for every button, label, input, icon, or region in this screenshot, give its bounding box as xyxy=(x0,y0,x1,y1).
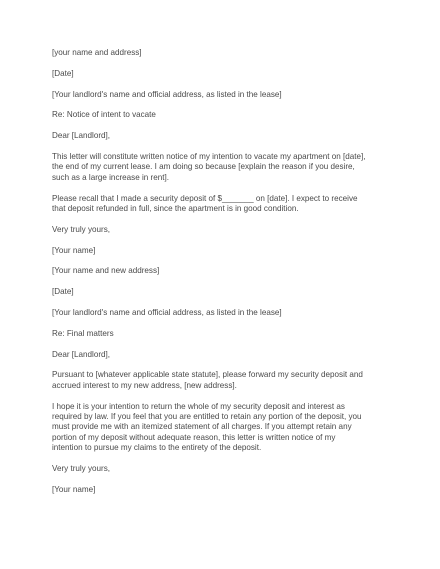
body-line: such as a large increase in rent]. xyxy=(52,172,169,182)
letter-date: [Date] xyxy=(52,68,74,78)
closing: Very truly yours, xyxy=(52,224,111,234)
subject-line: Re: Notice of intent to vacate xyxy=(52,110,156,120)
signature: [Your name] xyxy=(52,484,96,494)
body-line: I hope it is your intention to return the whole of my security deposit and interest as xyxy=(52,401,345,411)
body-line: portion of my deposit without adequate reason, this letter is written notice of my xyxy=(52,432,336,442)
sender-new-address: [Your name and new address] xyxy=(52,266,160,276)
body-line: must provide me with an itemized statement of all charges. If you attempt retain any xyxy=(52,422,352,432)
body-paragraph-forward xyxy=(52,370,402,391)
signature: [Your name] xyxy=(52,245,96,255)
body-line: Pursuant to [whatever applicable state statute], please forward my security deposit and xyxy=(52,370,363,380)
body-paragraph-return xyxy=(52,402,402,454)
letter-date: [Date] xyxy=(52,287,74,297)
body-paragraph-notice xyxy=(52,152,402,183)
subject-line: Re: Final matters xyxy=(52,328,114,338)
salutation: Dear [Landlord], xyxy=(52,131,111,141)
body-line: the end of my current lease. I am doing so because [explain the reason if you desire, xyxy=(52,162,355,172)
closing: Very truly yours, xyxy=(52,464,111,473)
body-line: that deposit refunded in full, since the apartment is in good condition. xyxy=(52,204,299,213)
body-line: Please recall that I made a security deposit of $_______ on [date]. I expect to receive xyxy=(52,193,358,203)
salutation: Dear [Landlord], xyxy=(52,349,111,359)
body-line: This letter will constitute written notice of my intention to vacate my apartment on [date], xyxy=(52,151,366,161)
letter-page xyxy=(52,48,402,506)
recipient-address: [Your landlord's name and official address, as listed in the lease] xyxy=(52,307,282,317)
body-paragraph-deposit xyxy=(52,194,402,215)
body-line: required by law. If you feel that you are entitled to retain any portion of the deposit, you xyxy=(52,411,362,421)
sender-address: [your name and address] xyxy=(52,48,142,57)
body-line: intention to pursue my claims to the entirety of the deposit. xyxy=(52,443,262,453)
body-line: accrued interest to my new address, [new address]. xyxy=(52,380,237,390)
recipient-address: [Your landlord's name and official address, as listed in the lease] xyxy=(52,89,282,99)
